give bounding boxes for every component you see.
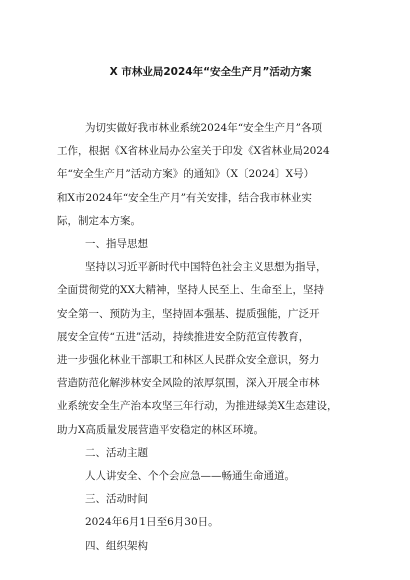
section-line: 助力X高质量发展营造平安稳定的林区环境。	[57, 423, 264, 436]
section-heading: 三、活动时间	[85, 493, 148, 506]
intro-line: 际，制定本方案。	[57, 214, 141, 227]
section-line: 营造防范化解涉林安全风险的浓厚氛围，深入开展全市林	[57, 377, 320, 390]
section-line: 业系统安全生产治本攻坚三年行动，为推进绿美X生态建设，	[57, 400, 338, 413]
document-title: X 市林业局2024年“安全生产月”活动方案	[109, 66, 312, 78]
section-heading: 二、活动主题	[85, 446, 148, 459]
intro-line: 年“安全生产月”活动方案》的通知》（X〔2024〕X号）	[57, 168, 315, 181]
section-line: 全面贯彻党的XX大精神，坚持人民至上、生命至上，坚持	[57, 284, 324, 297]
intro-line: 工作，根据《X省林业局办公室关于印发《X省林业局2024	[57, 145, 330, 158]
section-2	[57, 442, 366, 488]
section-4	[57, 535, 366, 558]
section-1	[57, 233, 366, 442]
intro-line: 和X市2024年“安全生产月”有关安排，结合我市林业实	[57, 191, 312, 204]
section-line: 安全第一、预防为主，坚持固本强基、提质强能，广泛开	[57, 307, 320, 320]
section-line: 人人讲安全、个个会应急——畅通生命通道。	[85, 470, 295, 483]
section-line: 进一步强化林业干部职工和林区人民群众安全意识，努力	[57, 354, 320, 367]
section-heading: 四、组织架构	[85, 539, 148, 552]
section-line: 展安全宣传“五进”活动，持续推进安全防范宣传教育，	[57, 330, 310, 343]
section-heading: 一、指导思想	[85, 238, 148, 251]
section-line: 坚持以习近平新时代中国特色社会主义思想为指导，	[85, 261, 327, 274]
intro-line: 为切实做好我市林业系统2024年“安全生产月”各项	[85, 122, 322, 134]
intro-paragraph	[57, 117, 366, 233]
section-line: 2024年6月1日至6月30日。	[85, 516, 219, 529]
section-3	[57, 488, 366, 534]
